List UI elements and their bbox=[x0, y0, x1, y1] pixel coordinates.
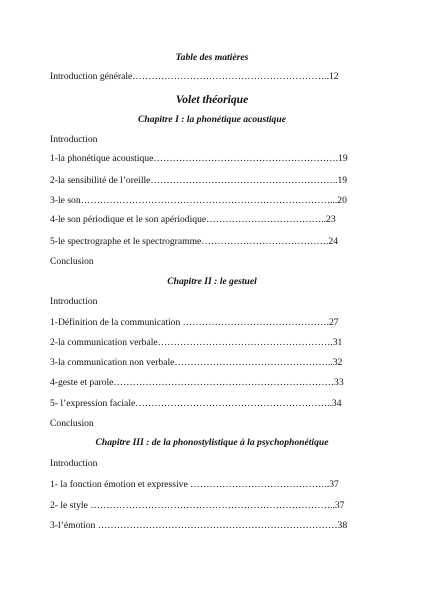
toc-entry: 3-le son……………………………………………………………………...20 bbox=[50, 195, 347, 206]
toc-entry: 4-le son périodique et le son apériodique………………………………..23 bbox=[50, 214, 336, 225]
toc-entry-introduction-generale: Introduction générale……………………………………………………..12 bbox=[50, 71, 339, 82]
toc-entry: 2-la communication verbale……………………………………………….31 bbox=[50, 337, 343, 348]
chapter-3-introduction: Introduction bbox=[50, 458, 98, 469]
chapter-2-conclusion: Conclusion bbox=[50, 418, 94, 429]
chapter-2-introduction: Introduction bbox=[50, 296, 98, 307]
toc-entry: 1-Définition de la communication ……………………………………….27 bbox=[50, 317, 339, 328]
toc-entry: 3-la communication non verbale…………………………………………..32 bbox=[50, 357, 343, 368]
toc-entry: 2-la sensibilité de l’oreille…………………………………………………..19 bbox=[50, 175, 348, 186]
toc-entry: 5- l’expression faciale……………………………………………………..34 bbox=[50, 398, 342, 409]
toc-entry: 1- la fonction émotion et expressive ……………………………………..37 bbox=[50, 479, 339, 490]
toc-entry: 1-la phonétique acoustique………………………………………………….19 bbox=[50, 153, 348, 164]
toc-entry: 5-le spectrographe et le spectrogramme………………………………….24 bbox=[50, 236, 339, 247]
volet-title: Volet théorique bbox=[175, 93, 249, 106]
toc-entry: 2- le style …………………………………………………………………..37 bbox=[50, 500, 345, 511]
chapter-1-conclusion: Conclusion bbox=[50, 256, 94, 267]
chapter-1-introduction: Introduction bbox=[50, 134, 98, 145]
chapter-2-title: Chapitre II : le gestuel bbox=[167, 276, 257, 287]
chapter-3-title: Chapitre III : de la phonostylistique à la psychophonétique bbox=[95, 437, 329, 448]
toc-entry: 4-geste et parole……………………………………………………………33 bbox=[50, 377, 344, 388]
toc-title: Table des matières bbox=[175, 52, 249, 63]
toc-entry: 3-l’émotion …………………………………………………………………38 bbox=[50, 520, 348, 531]
chapter-1-title: Chapitre I : la phonétique acoustique bbox=[138, 114, 286, 125]
